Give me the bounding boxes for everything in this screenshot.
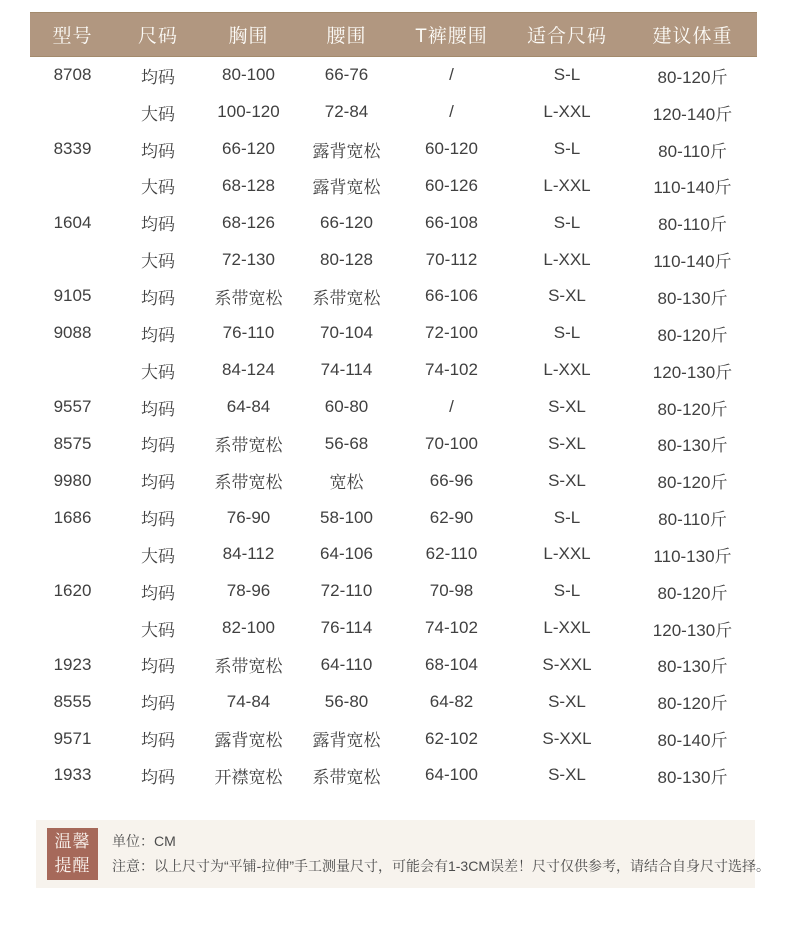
table-cell: 56-80 — [324, 691, 369, 711]
table-row — [30, 462, 757, 499]
table-cell: 62-102 — [425, 728, 478, 748]
table-cell: S-L — [553, 212, 581, 232]
table-cell: 大码 — [141, 252, 175, 272]
table-cell: 均码 — [141, 473, 175, 493]
column-header: T裤腰围 — [397, 13, 506, 57]
table-row — [30, 315, 757, 352]
table-cell: 66-120 — [320, 212, 373, 232]
table-cell: 66-76 — [324, 65, 369, 85]
table-row — [30, 94, 757, 131]
table-cell: 110-140斤 — [653, 252, 732, 272]
table-cell: 100-120 — [217, 102, 280, 122]
table-cell: 72-84 — [324, 102, 369, 122]
notice-box — [36, 820, 770, 888]
table-cell: 70-100 — [425, 433, 478, 453]
table-cell: S-XL — [548, 765, 586, 785]
table-row — [30, 499, 757, 536]
table-cell: L-XXL — [543, 249, 591, 269]
table-cell: S-L — [553, 581, 581, 601]
table-row — [30, 720, 757, 757]
table-cell: 系带宽松 — [214, 657, 283, 677]
table-cell: 均码 — [141, 510, 175, 530]
table-cell — [30, 536, 115, 573]
table-cell: 74-102 — [425, 618, 478, 638]
badge-line2: 提醒 — [54, 856, 91, 875]
table-cell: 68-104 — [425, 654, 478, 674]
table-cell: 74-84 — [226, 691, 271, 711]
table-cell: 9571 — [53, 728, 92, 748]
column-header: 建议体重 — [628, 13, 757, 57]
table-cell: 1620 — [53, 581, 92, 601]
table-cell: 72-110 — [320, 581, 373, 601]
table-cell: 80-130斤 — [657, 288, 728, 308]
table-cell: 均码 — [141, 325, 175, 345]
table-cell: 72-100 — [425, 323, 478, 343]
table-cell: 84-124 — [222, 360, 275, 380]
table-cell: 76-90 — [226, 507, 271, 527]
table-cell: 76-114 — [320, 618, 373, 638]
table-cell: / — [449, 65, 454, 85]
note-line: 注意：以上尺寸为“平铺-拉伸”手工测量尺寸，可能会有1-3CM误差！尺寸仅供参考，请结合自身尺寸选择。 — [112, 858, 770, 874]
table-cell — [30, 94, 115, 131]
table-cell: 均码 — [141, 583, 175, 603]
table-cell: 开襟宽松 — [214, 767, 283, 787]
table-cell: 66-106 — [425, 286, 478, 306]
table-row — [30, 573, 757, 610]
table-cell: 56-68 — [324, 433, 369, 453]
table-cell: L-XXL — [543, 544, 591, 564]
table-cell: 76-110 — [222, 323, 275, 343]
table-cell — [30, 352, 115, 389]
table-cell: 系带宽松 — [312, 767, 381, 787]
table-cell: 80-110斤 — [658, 215, 727, 235]
table-row — [30, 241, 757, 278]
column-header: 尺码 — [115, 13, 201, 57]
table-cell: 80-120斤 — [657, 399, 728, 419]
table-cell: S-XL — [548, 286, 586, 306]
table-cell: 8575 — [53, 433, 92, 453]
table-cell: 均码 — [141, 141, 175, 161]
table-row — [30, 204, 757, 241]
table-cell: 均码 — [141, 399, 175, 419]
table-body — [30, 57, 757, 794]
table-cell: 64-82 — [429, 691, 474, 711]
table-cell: 120-140斤 — [652, 104, 733, 124]
table-cell: 80-140斤 — [657, 731, 728, 751]
table-cell: 68-126 — [222, 212, 275, 232]
table-cell: 9105 — [53, 286, 92, 306]
table-cell: 80-110斤 — [658, 141, 727, 161]
table-header-row — [30, 13, 757, 57]
table-cell: 系带宽松 — [214, 473, 283, 493]
table-cell: S-L — [553, 65, 581, 85]
table-row — [30, 57, 757, 94]
reminder-badge — [47, 828, 98, 880]
table-cell: 80-120斤 — [657, 583, 728, 603]
table-cell: 72-130 — [222, 249, 275, 269]
table-cell: 80-120斤 — [657, 325, 728, 345]
table-cell: 80-128 — [320, 249, 373, 269]
table-cell: S-L — [553, 323, 581, 343]
table-cell — [30, 610, 115, 647]
table-cell: S-XL — [548, 397, 586, 417]
table-cell — [30, 168, 115, 205]
table-cell: 60-126 — [425, 175, 478, 195]
table-cell: 64-100 — [425, 765, 478, 785]
table-cell: 60-120 — [425, 139, 478, 159]
table-cell: S-XL — [548, 433, 586, 453]
table-cell: 均码 — [141, 657, 175, 677]
table-cell: L-XXL — [543, 175, 591, 195]
table-cell: S-XXL — [542, 654, 592, 674]
table-row — [30, 536, 757, 573]
table-cell: 80-130斤 — [657, 767, 728, 787]
unit-line: 单位：CM — [112, 833, 176, 849]
table-cell: / — [449, 397, 454, 417]
table-cell: 8339 — [53, 139, 92, 159]
table-cell: 80-100 — [222, 65, 275, 85]
table-cell: 均码 — [141, 67, 175, 87]
table-cell: 64-84 — [226, 397, 271, 417]
table-cell: 70-112 — [425, 249, 478, 269]
table-row — [30, 278, 757, 315]
table-cell: 1604 — [53, 212, 92, 232]
table-cell: S-XL — [548, 691, 586, 711]
table-cell: 露背宽松 — [312, 141, 381, 161]
table-cell: S-XXL — [542, 728, 592, 748]
table-cell: 70-98 — [429, 581, 474, 601]
table-cell: 74-102 — [425, 360, 478, 380]
column-header: 腰围 — [296, 13, 397, 57]
table-cell: 均码 — [141, 436, 175, 456]
table-cell: S-XL — [548, 470, 586, 490]
table-cell: 120-130斤 — [652, 362, 733, 382]
table-cell: 9088 — [53, 323, 92, 343]
table-cell: 大码 — [141, 546, 175, 566]
table-cell: 66-108 — [425, 212, 478, 232]
table-row — [30, 683, 757, 720]
table-cell: L-XXL — [543, 102, 591, 122]
size-table — [30, 12, 757, 794]
table-row — [30, 352, 757, 389]
table-cell: 84-112 — [222, 544, 275, 564]
table-cell: 大码 — [141, 104, 175, 124]
table-row — [30, 389, 757, 426]
table-cell: 9980 — [53, 470, 92, 490]
table-cell: 80-130斤 — [657, 657, 728, 677]
table-cell: 80-130斤 — [657, 436, 728, 456]
table-cell: 120-130斤 — [652, 620, 733, 640]
table-cell: 露背宽松 — [312, 731, 381, 751]
table-cell: 1933 — [53, 765, 92, 785]
table-cell: 80-110斤 — [658, 510, 727, 530]
table-cell: 系带宽松 — [214, 436, 283, 456]
table-cell: 1923 — [53, 654, 92, 674]
table-row — [30, 757, 757, 794]
column-header: 型号 — [30, 13, 115, 57]
table-cell: 68-128 — [222, 175, 275, 195]
table-cell: 58-100 — [320, 507, 373, 527]
table-header — [30, 13, 757, 57]
table-cell: 78-96 — [226, 581, 271, 601]
table-cell: 露背宽松 — [214, 731, 283, 751]
table-cell: S-L — [553, 507, 581, 527]
table-cell: 系带宽松 — [214, 288, 283, 308]
table-cell: 82-100 — [222, 618, 275, 638]
table-cell: 露背宽松 — [312, 178, 381, 198]
table-cell: 8708 — [53, 65, 92, 85]
table-cell: 64-110 — [320, 654, 373, 674]
table-row — [30, 425, 757, 462]
table-cell: 70-104 — [320, 323, 373, 343]
table-cell: 66-96 — [429, 470, 474, 490]
table-row — [30, 168, 757, 205]
table-cell: 110-140斤 — [653, 178, 732, 198]
table-cell: 大码 — [141, 178, 175, 198]
table-cell: 9557 — [53, 397, 92, 417]
table-cell: 宽松 — [329, 473, 364, 493]
column-header: 适合尺码 — [506, 13, 628, 57]
table-row — [30, 131, 757, 168]
table-cell: 80-120斤 — [657, 67, 728, 87]
table-cell: S-L — [553, 139, 581, 159]
table-cell: / — [449, 102, 454, 122]
table-cell: 均码 — [141, 215, 175, 235]
table-cell: 110-130斤 — [653, 546, 732, 566]
table-cell: 80-120斤 — [657, 694, 728, 714]
table-cell: 66-120 — [222, 139, 275, 159]
table-cell: 均码 — [141, 694, 175, 714]
table-cell: 大码 — [141, 620, 175, 640]
table-cell: 74-114 — [320, 360, 373, 380]
table-cell: 均码 — [141, 288, 175, 308]
table-cell: 均码 — [141, 731, 175, 751]
table-cell: 大码 — [141, 362, 175, 382]
table-row — [30, 610, 757, 647]
notice-text — [112, 829, 770, 879]
badge-line1: 温馨 — [54, 832, 91, 851]
table-cell: 60-80 — [324, 397, 369, 417]
column-header: 胸围 — [201, 13, 296, 57]
table-cell: 均码 — [141, 767, 175, 787]
table-cell: 62-90 — [429, 507, 474, 527]
table-cell: 64-106 — [320, 544, 373, 564]
table-row — [30, 647, 757, 684]
table-cell — [30, 241, 115, 278]
table-cell: 80-120斤 — [657, 473, 728, 493]
table-cell: L-XXL — [543, 618, 591, 638]
table-cell: 1686 — [53, 507, 92, 527]
table-cell: 62-110 — [425, 544, 478, 564]
table-cell: 8555 — [53, 691, 92, 711]
table-cell: L-XXL — [543, 360, 591, 380]
table-cell: 系带宽松 — [312, 288, 381, 308]
